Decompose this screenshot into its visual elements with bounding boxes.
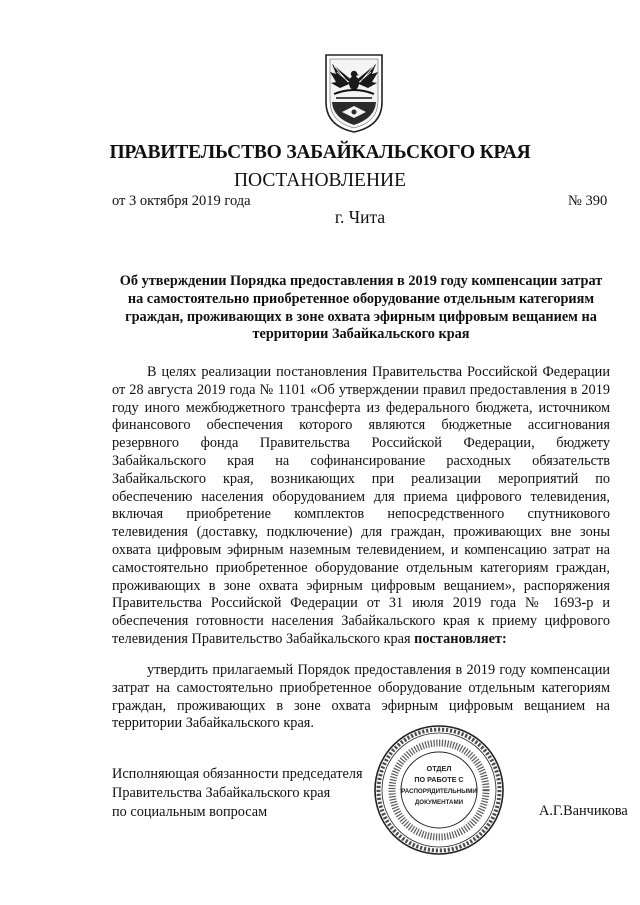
stamp-line-4: ДОКУМЕНТАМИ (414, 799, 464, 806)
resolves-word: постановляет (414, 630, 502, 647)
stamp-line-3: РАСПОРЯДИТЕЛЬНЫМИ (401, 788, 477, 795)
document-subject: Об утверждении Порядка предоставления в 2019 году компенсации затрат на самостоятельно приобретенное оборудование отдельным категориям граждан, проживающих в зоне охвата эфирным цифровым вещанием на территории Забайкальского края (119, 273, 603, 343)
position-line-2: Правительства Забайкальского края (112, 785, 331, 801)
position-line-3: по социальным вопросам (112, 804, 268, 820)
government-name: ПРАВИТЕЛЬСТВО ЗАБАЙКАЛЬСКОГО КРАЯ (109, 142, 531, 163)
official-stamp-icon (371, 722, 507, 858)
stamp-line-2: ПО РАБОТЕ С (414, 775, 464, 784)
document-number: № 390 (568, 193, 608, 209)
document-type: ПОСТАНОВЛЕНИЕ (233, 170, 407, 191)
position-line-1: Исполняющая обязанности председателя (112, 766, 363, 782)
document-date: от 3 октября 2019 года (112, 193, 251, 209)
body-paragraph-2: утвердить прилагаемый Порядок предоставления в 2019 году компенсации затрат на самостоятельно приобретенное оборудование отдельным категориям граждан, проживающих в зоне охвата эфирным цифровым вещанием на территории Забайкальского края. (112, 662, 610, 732)
paragraph-1-text: В целях реализации постановления Правительства Российской Федерации от 28 августа 2019 года № 1101 «Об утверждении правил предоставления в 2019 году иного межбюджетного трансферта из федерального бюджета, источником финансового обеспечения которого являются бюджетные ассигнования резервного фонда Правительства Российской Федерации, бюджету Забайкальского края на софинансирование расходных обязательств Забайкальского края, возникающих при реализации мероприятий по обеспечению населения оборудованием для приема цифрового телевидения, включая приобретение комплектов непосредственного спутникового телевидения (доставку, подключение) для граждан, проживающих вне зоны охвата цифровым эфирным наземным телевидением, и компенсацию затрат на самостоятельно приобретенное оборудование отдельным категориям граждан, проживающих в зоне охвата эфирным цифровым вещанием», распоряжения Правительства Российской Федерации от 31 июля 2019 года № 1693-р и обеспечения готовности населения Забайкальского края к приему цифрового телевидения Правительство Забайкальского края (112, 364, 610, 647)
signatory-name: А.Г.Ванчикова (539, 803, 628, 819)
coat-of-arms-icon (322, 52, 386, 134)
city: г. Чита (334, 207, 386, 227)
resolves-colon: : (501, 630, 507, 647)
body-paragraph-1 (112, 364, 610, 649)
signatory-position (112, 765, 363, 822)
stamp-line-1: ОТДЕЛ (426, 764, 452, 773)
